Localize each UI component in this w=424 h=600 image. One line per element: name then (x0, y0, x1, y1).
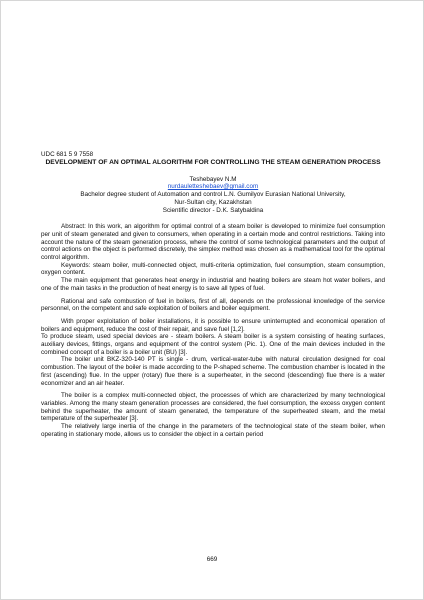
keywords: Keywords: steam boiler, multi-connected object, multi-criteria optimization, fuel consumption, steam consumption, oxygen content. (41, 261, 385, 277)
udc-code: UDC 681 5 9 7558 (41, 151, 94, 158)
author-email-link[interactable]: nurdauletteshebaev@gmail.com (167, 183, 259, 191)
article-title: DEVELOPMENT OF AN OPTIMAL ALGORITHM FOR CONTROLLING THE STEAM GENERATION PROCESS (45, 158, 381, 166)
body-paragraph-5: The boiler unit BKZ-320-140 PT is single - drum, vertical-water-tube with natural circulation designed for coal combustion. The layout of the boiler is made according to the P-shaped scheme. The combustion chamber is located in the first (ascending) flue. In the upper (rotary) flue there is a superheater, in the second (descending) flue there is a water economizer and an air heater. (41, 356, 385, 387)
article-body (41, 151, 385, 439)
body-paragraph-7: The relatively large inertia of the change in the parameters of the technological state of the steam boiler, when operating in stationary mode, allows us to consider the object in a certain period (41, 423, 385, 438)
page-number: 669 (206, 556, 218, 563)
author-affiliation: Bachelor degree student of Automation and control L.N. Gumilyov Eurasian National University, (80, 191, 346, 199)
abstract: Abstract: In this work, an algorithm for optimal control of a steam boiler is developed to minimize fuel consumption per unit of steam generated and given to consumers, when operating in a certain mode and control restrictions. Taking into account the nature of the steam generation process, where the control of some technological parameters and the output of control actions on the object is performed discretely, the simplex method was chosen as a mathematical tool for the optimal control algorithm. (41, 223, 385, 262)
body-paragraph-4: To produce steam, used special devices are - steam boilers. A steam boiler is a system consisting of heating surfaces, auxiliary devices, fittings, organs and equipment of the control system (Pic. 1). One of the main devices included in the combined concept of a boiler is a boiler unit (BU) [3]. (41, 333, 385, 356)
author-email-line (41, 183, 385, 191)
body-paragraph-3: With proper exploitation of boiler installations, it is possible to ensure uninterrupted and economical operation of boilers and equipment, reduce the cost of their repair, and save fuel [1,2]. (41, 317, 385, 333)
body-paragraph-2: Rational and safe combustion of fuel in boilers, first of all, depends on the professional knowledge of the service personnel, on the competent and safe exploitation of boilers and boiler equipment. (41, 297, 385, 313)
author-name: Teshebayev N.M (189, 175, 237, 183)
body-paragraph-1: The main equipment that generates heat energy in industrial and heating boilers are steam hot water boilers, and one of the main tasks in the production of heat energy is to save all types of fuel. (41, 277, 385, 292)
body-paragraph-6: The boiler is a complex multi-connected object, the processes of which are characterized by many technological variables. Among the many steam generation processes are considered, the fuel consumption, the excess oxygen content behind the superheater, the amount of steam generated, the temperature of the superheated steam, and the metal temperature of the superheater [3]. (41, 392, 385, 423)
scientific-director: Scientific director - D.K. Satybaldina (162, 206, 264, 214)
author-location: Nur-Sultan city, Kazakhstan (174, 198, 252, 206)
